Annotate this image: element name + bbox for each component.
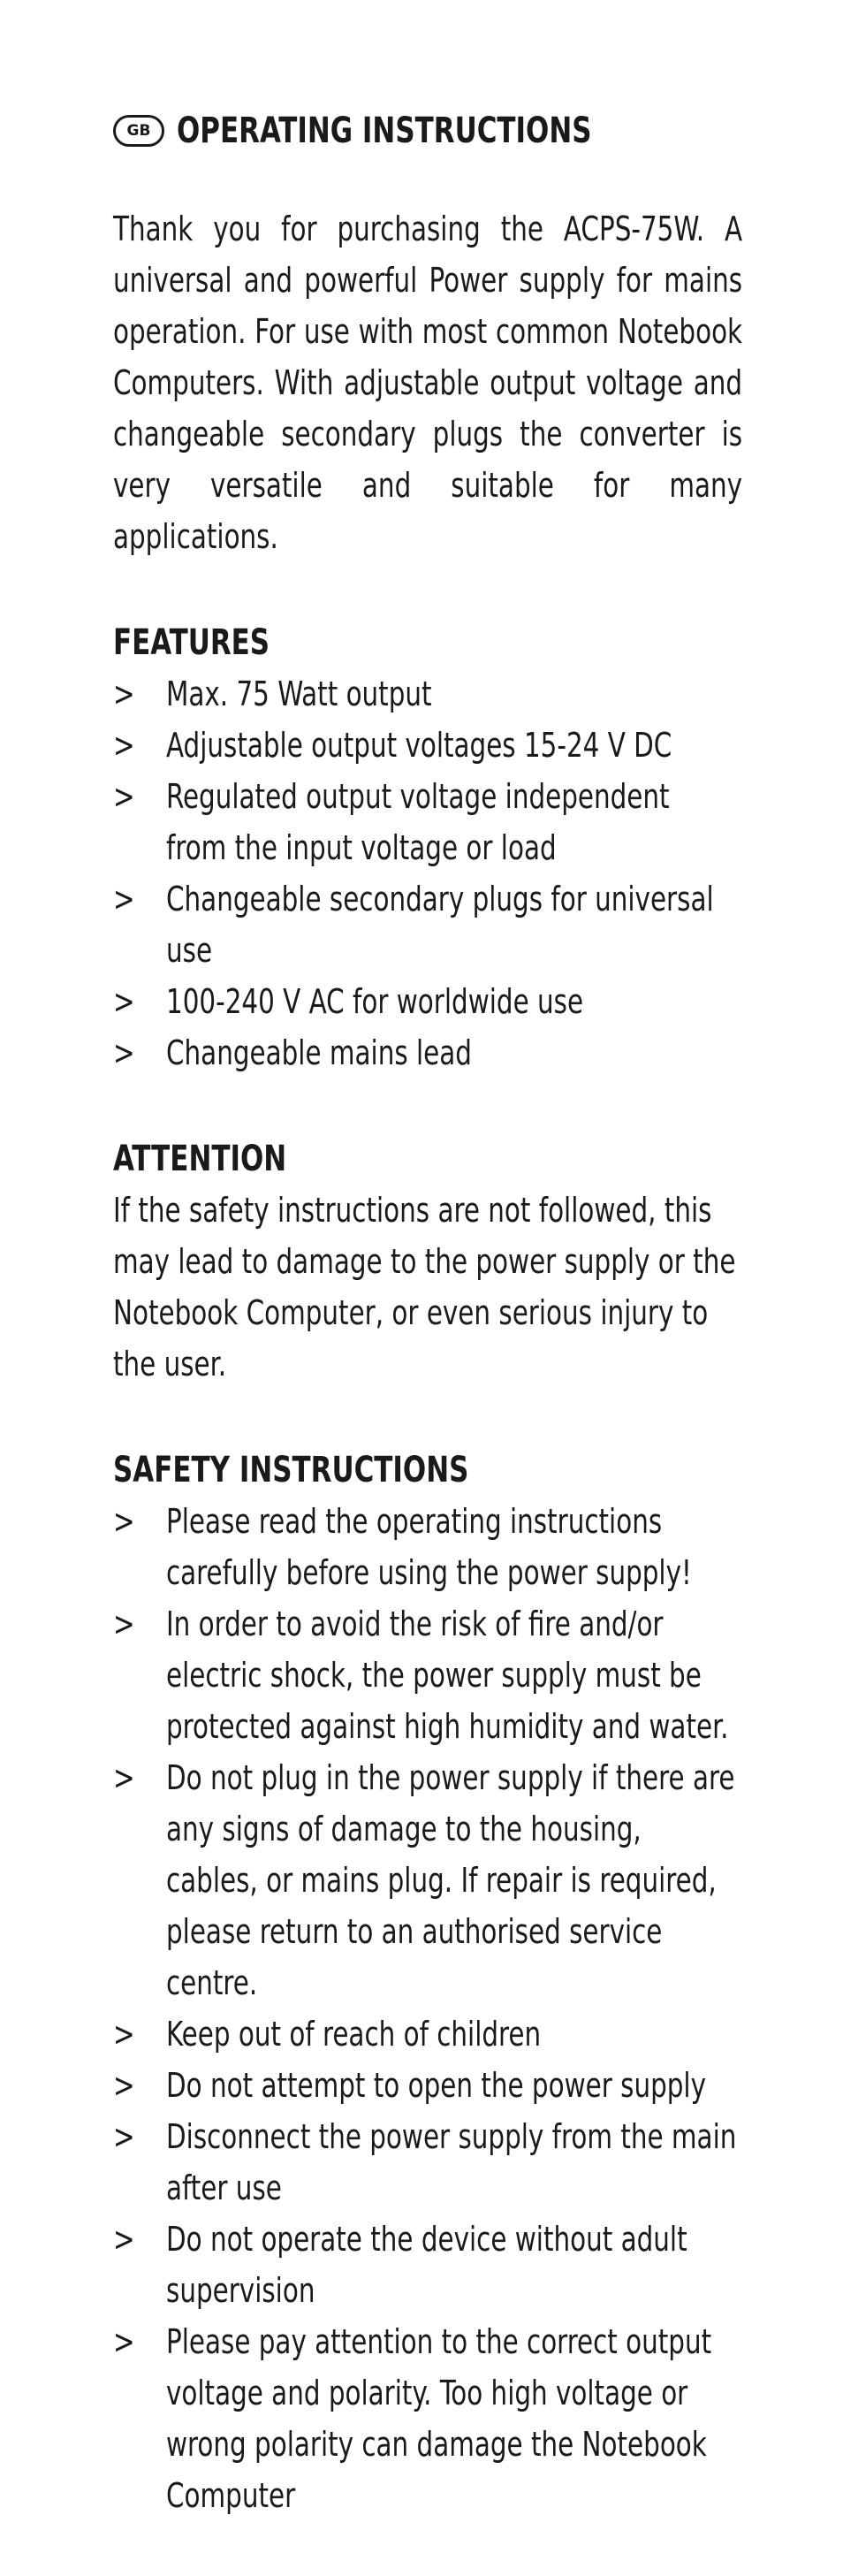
list-item (113, 2060, 742, 2111)
feature-text: Regulated output voltage independent from the input voltage or load (166, 777, 670, 867)
bullet-marker: > (113, 982, 135, 1021)
list-item (113, 668, 742, 720)
feature-text: 100-240 V AC for worldwide use (166, 982, 584, 1021)
list-item (113, 1598, 742, 1752)
safety-text: Do not operate the device without adult supervision (166, 2220, 687, 2310)
safety-text: Disconnect the power supply from the main after use (166, 2117, 737, 2207)
bullet-marker: > (113, 2117, 135, 2156)
attention-section (113, 1133, 742, 1390)
safety-section (113, 1444, 742, 2521)
list-item (113, 2316, 742, 2521)
language-badge: GB (113, 115, 164, 147)
list-item (113, 2008, 742, 2060)
feature-text: Max. 75 Watt output (166, 674, 432, 713)
safety-text: Please read the operating instructions carefully before using the power supply! (166, 1502, 692, 1592)
instructions-page (113, 104, 742, 2576)
bullet-marker: > (113, 2220, 135, 2259)
list-item (113, 873, 742, 976)
feature-text: Changeable mains lead (166, 1033, 472, 1072)
bullet-marker: > (113, 1604, 135, 1643)
title-row (113, 104, 742, 157)
list-item (113, 2111, 742, 2214)
safety-text: Keep out of reach of children (166, 2015, 542, 2054)
list-item (113, 2214, 742, 2316)
features-section (113, 617, 742, 1078)
list-item (113, 976, 742, 1027)
safety-text: In order to avoid the risk of fire and/or electric shock, the power supply must be protected against high humidity and water. (166, 1604, 729, 1746)
list-item (113, 771, 742, 873)
intro-paragraph: Thank you for purchasing the ACPS-75W. A universal and powerful Power supply for mains operation. For use with most common Notebook Computers. With adjustable output voltage and changeable secondary plugs the converter is very versatile and suitable for many applications. (113, 210, 743, 556)
attention-text: If the safety instructions are not followed, this may lead to damage to the power supply or the Notebook Computer, or even serious injury to the user. (113, 1191, 736, 1383)
bullet-marker: > (113, 2066, 135, 2105)
safety-heading: SAFETY INSTRUCTIONS (113, 1450, 469, 1490)
attention-heading: ATTENTION (113, 1139, 287, 1179)
bullet-marker: > (113, 1758, 135, 1797)
bullet-marker: > (113, 726, 135, 765)
safety-text: Please pay attention to the correct output voltage and polarity. Too high voltage or wrong polarity can damage the Notebook Computer (166, 2322, 712, 2515)
list-item (113, 1752, 742, 2008)
safety-list (113, 1496, 742, 2521)
bullet-marker: > (113, 2322, 135, 2361)
bullet-marker: > (113, 1033, 135, 1072)
features-list (113, 668, 742, 1078)
list-item (113, 1496, 742, 1598)
bullet-marker: > (113, 880, 135, 918)
bullet-marker: > (113, 1502, 135, 1541)
features-heading: FEATURES (113, 622, 270, 663)
feature-text: Changeable secondary plugs for universal use (166, 880, 714, 970)
list-item (113, 1027, 742, 1078)
safety-text: Do not plug in the power supply if there are any signs of damage to the housing, cables, or mains plug. If repair is required, please return to an authorised service centre. (166, 1758, 735, 2002)
page-title: OPERATING INSTRUCTIONS (177, 111, 592, 151)
feature-text: Adjustable output voltages 15-24 V DC (166, 726, 672, 765)
list-item (113, 720, 742, 771)
bullet-marker: > (113, 777, 135, 816)
bullet-marker: > (113, 674, 135, 713)
bullet-marker: > (113, 2015, 135, 2054)
safety-text: Do not attempt to open the power supply (166, 2066, 706, 2105)
